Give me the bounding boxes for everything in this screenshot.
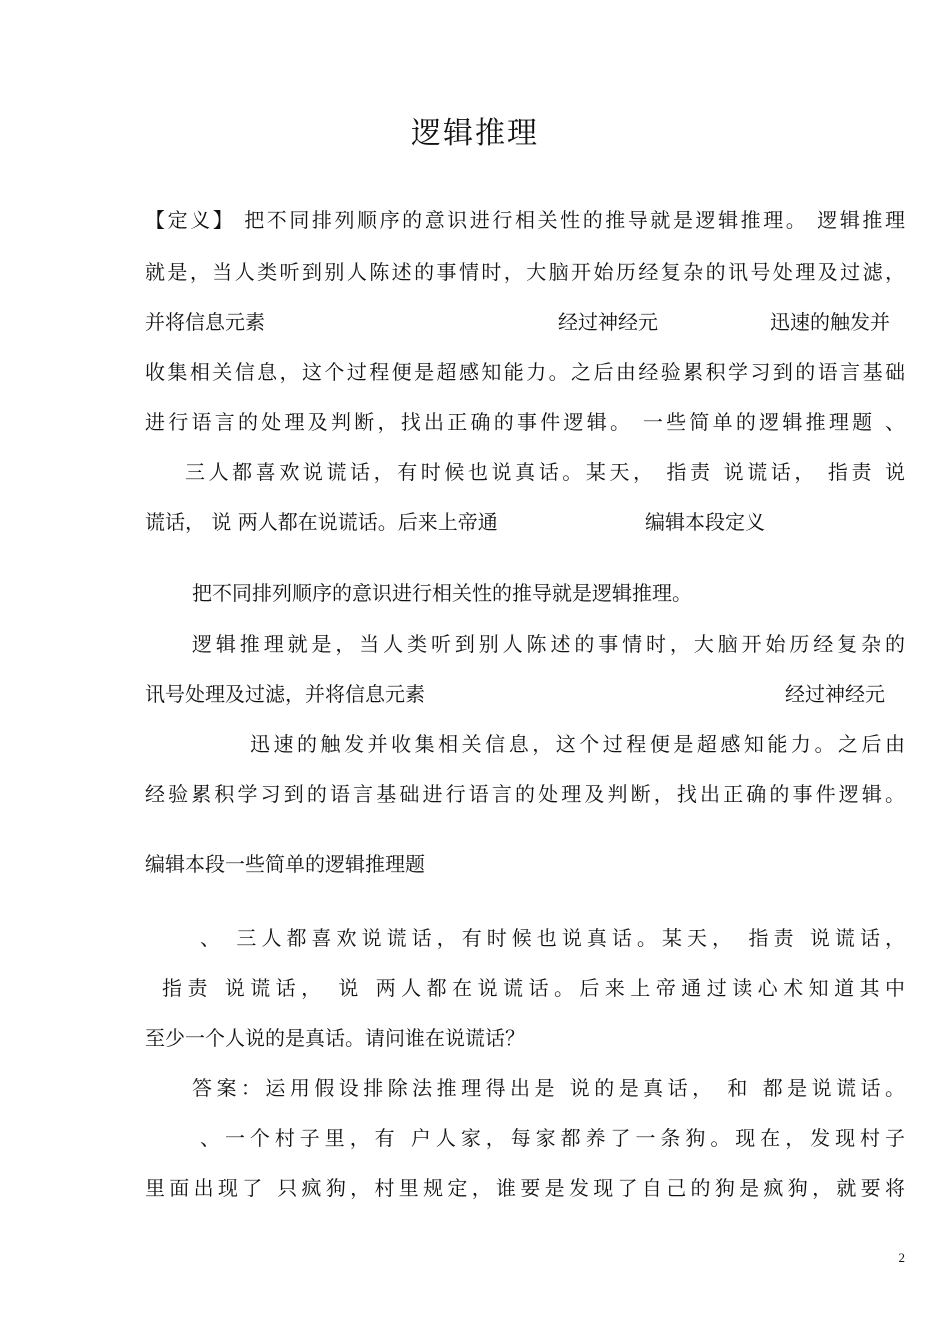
page-number: 2 [898,1250,905,1265]
definition-line-7-part-1: 谎话， 说 两人都在说谎话。后来上帝通 [145,510,498,534]
paragraph-2-line-1: 把不同排列顺序的意识进行相关性的推导就是逻辑推理。 [192,581,692,605]
definition-line-2: 就是，当人类听到别人陈述的事情时，大脑开始历经复杂的讯号处理及过滤， [145,260,905,284]
paragraph-2-line-5: 经验累积学习到的语言基础进行语言的处理及判断，找出正确的事件逻辑。 [145,782,905,806]
definition-line-6: 三人都喜欢说谎话，有时候也说真话。某天， 指责 说谎话， 指责 说 [185,460,905,484]
section-heading: 编辑本段一些简单的逻辑推理题 [145,852,425,876]
question-1-line-1: 、 三人都喜欢说谎话，有时候也说真话。某天， 指责 说谎话， [200,926,905,950]
definition-line-7-part-2: 编辑本段定义 [645,510,765,534]
question-1-line-3: 至少一个人说的是真话。请问谁在说谎话？ [145,1026,525,1050]
definition-line-5: 进行语言的处理及判断，找出正确的事件逻辑。 一些简单的逻辑推理题 、 [145,410,905,434]
definition-line-3-part-1: 并将信息元素 [145,310,265,334]
definition-line-3-part-3: 迅速的触发并 [770,310,890,334]
question-1-line-2: 指责 说谎话， 说 两人都在说谎话。后来上帝通过读心术知道其中 [162,976,905,1000]
paragraph-2-line-2: 逻辑推理就是，当人类听到别人陈述的事情时，大脑开始历经复杂的 [192,632,905,656]
paragraph-2-line-3-part-1: 讯号处理及过滤，并将信息元素 [145,682,425,706]
definition-line-3-part-2: 经过神经元 [558,310,658,334]
definition-line-1: 【定义】 把不同排列顺序的意识进行相关性的推导就是逻辑推理。 逻辑推理 [145,208,905,232]
question-1-answer: 答案：运用假设排除法推理得出是 说的是真话， 和 都是说谎话。 [192,1076,905,1100]
question-2-line-1: 、一个村子里，有 户人家，每家都养了一条狗。现在，发现村子 [200,1126,905,1150]
paragraph-2-line-4: 迅速的触发并收集相关信息，这个过程便是超感知能力。之后由 [250,732,905,756]
definition-line-4: 收集相关信息，这个过程便是超感知能力。之后由经验累积学习到的语言基础 [145,360,905,384]
question-2-line-2: 里面出现了 只疯狗，村里规定，谁要是发现了自己的狗是疯狗，就要将 [145,1176,905,1200]
page-title: 逻辑推理 [411,116,539,151]
paragraph-2-line-3-part-2: 经过神经元 [785,682,885,706]
